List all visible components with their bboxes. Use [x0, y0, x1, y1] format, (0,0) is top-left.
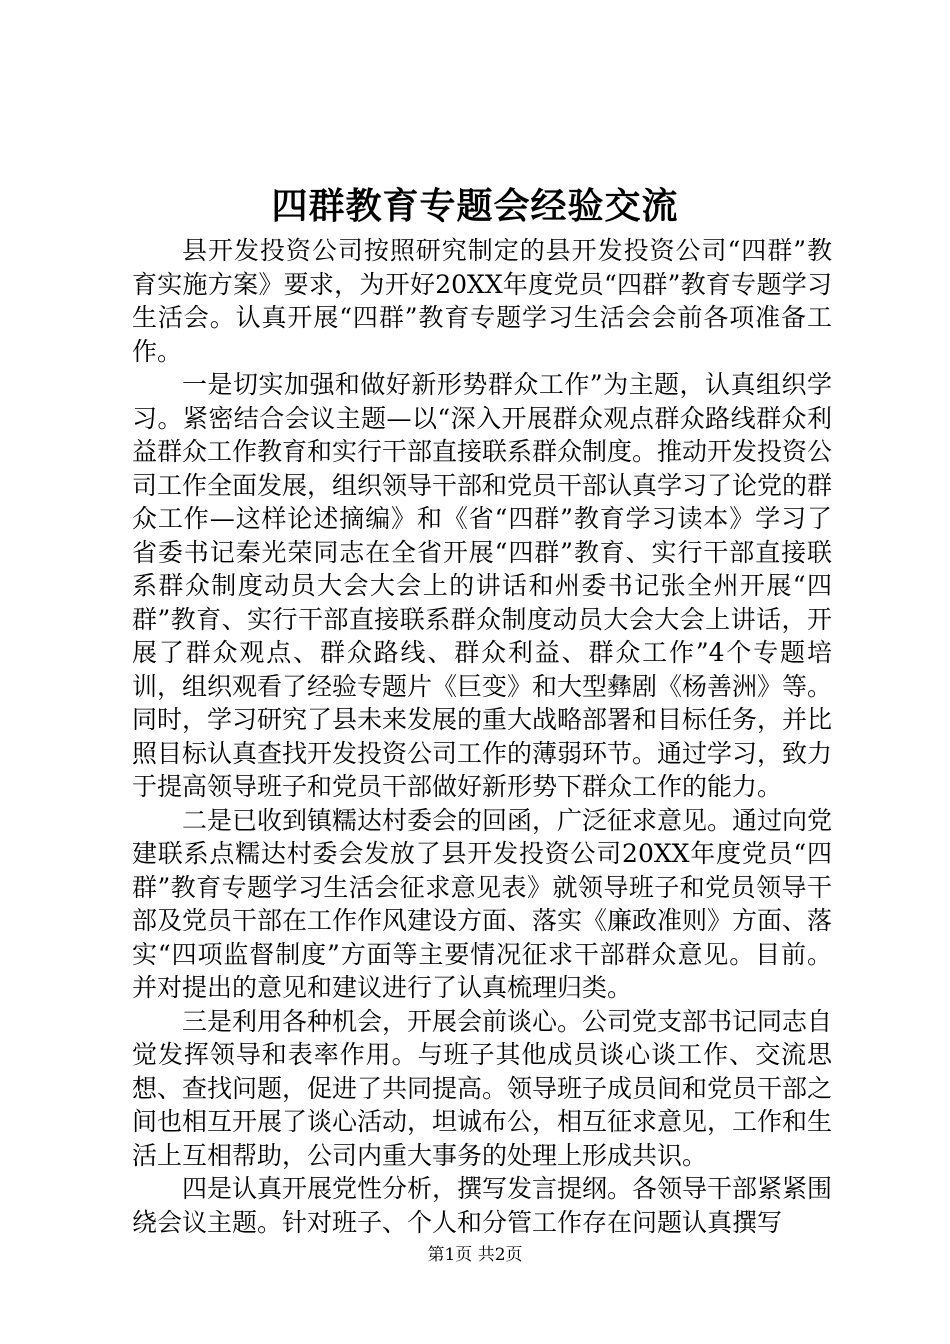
paragraph-point-one: 一是切实加强和做好新形势群众工作”为主题，认真组织学习。紧密结合会议主题—以“深入开展群众观点群众路线群众利益群众工作教育和实行干部直接联系群众制度。推动开发投资公司工作全面发展，组织领导干部和党员干部认真学习了论党的群众工作—这样论述摘编》和《省“四群”教育学习读本》学习了省委书记秦光荣同志在全省开展“四群”教育、实行干部直接联系群众制度动员大会大会上的讲话和州委书记张全州开展“四群”教育、实行干部直接联系群众制度动员大会大会上讲话，开展了群众观点、群众路线、群众利益、群众工作”4个专题培训，组织观看了经验专题片《巨变》和大型彝剧《杨善洲》等。同时，学习研究了县未来发展的重大战略部署和目标任务，并比照目标认真查找开发投资公司工作的薄弱环节。通过学习，致力于提高领导班子和党员干部做好新形势下群众工作的能力。 — [132, 370, 833, 801]
paragraph-point-three: 三是利用各种机会，开展会前谈心。公司党支部书记同志自觉发挥领导和表率作用。与班子其他成员谈心谈工作、交流思想、查找问题，促进了共同提高。领导班子成员间和党员干部之间也相互开展了谈心活动，坦诚布公，相互征求意见，工作和生活上互相帮助，公司内重大事务的处理上形成共识。 — [132, 1006, 833, 1170]
paragraph-intro: 县开发投资公司按照研究制定的县开发投资公司“四群”教育实施方案》要求，为开好20XX年度党员“四群”教育专题学习生活会。认真开展“四群”教育专题学习生活会会前各项准备工作。 — [132, 236, 832, 366]
document-title: 四群教育专题会经验交流 — [271, 185, 679, 227]
page-number-footer: 第1页 共2页 — [427, 1245, 523, 1265]
paragraph-point-four: 四是认真开展党性分析，撰写发言提纲。各领导干部紧紧围绕会议主题。针对班子、个人和分管工作存在问题认真撰写 — [132, 1174, 833, 1237]
paragraph-point-two: 二是已收到镇糯达村委会的回函，广泛征求意见。通过向党建联系点糯达村委会发放了县开发投资公司20XX年度党员“四群”教育专题学习生活会征求意见表》就领导班子和党员领导干部及党员干部在工作作风建设方面、落实《廉政准则》方面、落实“四项监督制度”方面等主要情况征求干部群众意见。目前。并对提出的意见和建议进行了认真梳理归类。 — [132, 805, 833, 1002]
document-body — [132, 234, 832, 1239]
